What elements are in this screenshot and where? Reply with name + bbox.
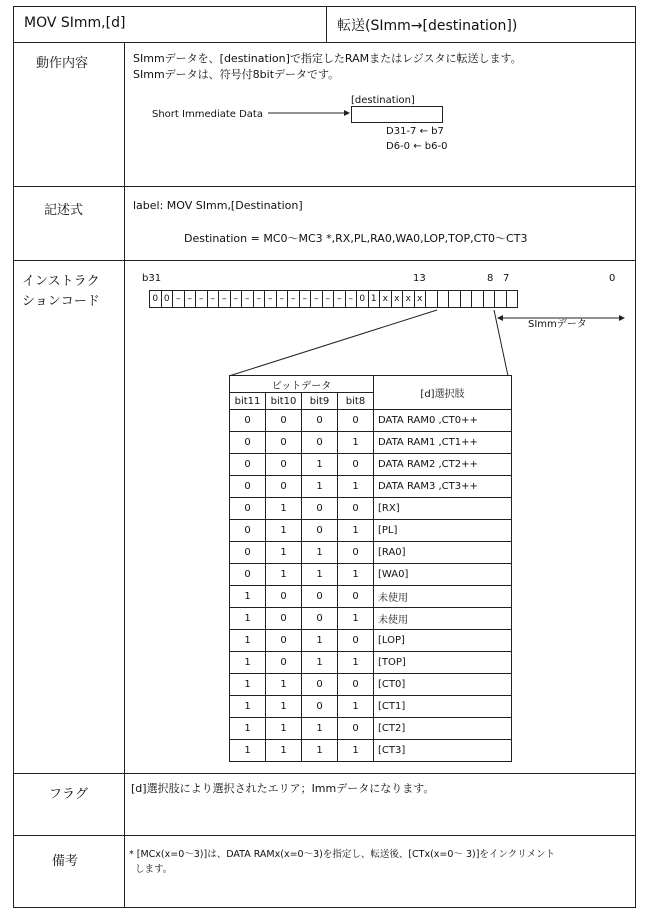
instruction-summary: 転送(SImm→[destination]) <box>337 18 518 34</box>
dest-cell: 未使用 <box>374 586 512 608</box>
bit-cell: 1 <box>302 542 338 564</box>
bit-cell: 0 <box>266 476 302 498</box>
bit-cell: 0 <box>302 696 338 718</box>
bit-cell: 1 <box>302 476 338 498</box>
dest-cell: [CT0] <box>374 674 512 696</box>
syntax-line-2: Destination = MC0～MC3 *,RX,PL,RA0,WA0,LOP,TOP,CT0～CT3 <box>184 232 528 245</box>
bit-cell: 1 <box>338 608 374 630</box>
bit-cell: 1 <box>302 718 338 740</box>
bit-cell: 0 <box>338 586 374 608</box>
bit-cell: 0 <box>266 410 302 432</box>
table-row <box>230 520 512 542</box>
bit-cell: 1 <box>230 740 266 762</box>
source-label: Short Immediate Data <box>152 109 263 120</box>
bit-cell: – <box>218 290 231 308</box>
bit-cell: 1 <box>266 740 302 762</box>
table-row <box>230 674 512 696</box>
bit-cell: 0 <box>338 718 374 740</box>
bit-cell: – <box>172 290 185 308</box>
dest-cell: [CT2] <box>374 718 512 740</box>
bit-cell: 1 <box>230 718 266 740</box>
zoom-lines <box>225 306 525 378</box>
bit-column-header: bit8 <box>338 393 374 410</box>
bit-cell: 0 <box>266 586 302 608</box>
table-row <box>230 454 512 476</box>
code-label-2: ションコード <box>22 294 100 309</box>
label-column-divider <box>124 42 125 908</box>
bit-cell: 0 <box>161 290 174 308</box>
instruction-title: MOV SImm,[d] <box>24 15 126 31</box>
bit-cell: 1 <box>338 740 374 762</box>
bit-cell: – <box>276 290 289 308</box>
dest-cell: [RX] <box>374 498 512 520</box>
bit-cell: 1 <box>230 674 266 696</box>
dest-cell: [PL] <box>374 520 512 542</box>
bit-cell: 0 <box>302 498 338 520</box>
bit-cell: – <box>345 290 358 308</box>
dest-cell: [CT1] <box>374 696 512 718</box>
bit-cell: – <box>253 290 266 308</box>
bit-cell: 1 <box>266 718 302 740</box>
bit-cell: 1 <box>338 476 374 498</box>
bit-label-0: 0 <box>609 273 616 284</box>
table-row <box>230 432 512 454</box>
bit-cell: 1 <box>368 290 381 308</box>
bit-data-header: ビットデータ <box>230 376 374 393</box>
table-row <box>230 476 512 498</box>
bit-cell: 0 <box>338 410 374 432</box>
bit-cell: – <box>241 290 254 308</box>
bit-cell: – <box>230 290 243 308</box>
bit-cell: 0 <box>302 608 338 630</box>
bit-cell: – <box>299 290 312 308</box>
bit-cell: 1 <box>230 652 266 674</box>
bit-cell: 1 <box>230 696 266 718</box>
dest-cell: [WA0] <box>374 564 512 586</box>
bit-cell: 0 <box>230 564 266 586</box>
bit-cell: 0 <box>302 674 338 696</box>
bit-cell: 1 <box>302 564 338 586</box>
dest-cell: 未使用 <box>374 608 512 630</box>
operation-line-2: SImmデータは、符号付8bitデータです。 <box>133 68 340 81</box>
bit-cell: 1 <box>338 652 374 674</box>
bit-cell: 1 <box>338 432 374 454</box>
bit-cell: 1 <box>302 652 338 674</box>
bit-cell: 1 <box>302 454 338 476</box>
bit-cell: 1 <box>266 520 302 542</box>
header-divider <box>326 6 327 42</box>
row-divider <box>13 186 636 187</box>
bit-cell: 0 <box>266 630 302 652</box>
dest-cell: [LOP] <box>374 630 512 652</box>
bit-cell: – <box>184 290 197 308</box>
dest-cell: [RA0] <box>374 542 512 564</box>
notes-line-2: します。 <box>135 864 173 875</box>
dest-cell: [CT3] <box>374 740 512 762</box>
bit-cell: – <box>207 290 220 308</box>
bit-cell: 0 <box>356 290 369 308</box>
bit-cell: 0 <box>230 410 266 432</box>
bit-cell: 0 <box>266 454 302 476</box>
dest-cell: DATA RAM2 ,CT2++ <box>374 454 512 476</box>
bit-cell: – <box>322 290 335 308</box>
bit-label-7: 7 <box>503 273 510 284</box>
destination-select-table <box>229 375 512 762</box>
bit-cell: 1 <box>302 630 338 652</box>
bit-cell: x <box>391 290 404 308</box>
table-row <box>230 630 512 652</box>
bit-cell: – <box>333 290 346 308</box>
bit-column-header: bit10 <box>266 393 302 410</box>
table-row <box>230 542 512 564</box>
table-row <box>230 718 512 740</box>
bit-cell: 0 <box>266 652 302 674</box>
bit-label-b31: b31 <box>142 273 162 284</box>
bit-cell: 0 <box>149 290 162 308</box>
destination-label: [destination] <box>351 95 415 106</box>
bit-column-header: bit11 <box>230 393 266 410</box>
dest-cell: [TOP] <box>374 652 512 674</box>
operation-label: 動作内容 <box>36 56 89 71</box>
bit-cell: x <box>379 290 392 308</box>
operation-line-1: SImmデータを、[destination]で指定したRAMまたはレジスタに転送します。 <box>133 52 522 65</box>
bit-cell: 1 <box>266 498 302 520</box>
bit-cell: 0 <box>302 586 338 608</box>
bit-cell: 1 <box>230 586 266 608</box>
flags-label: フラグ <box>49 787 89 802</box>
bit-map-1: D31-7 ← b7 <box>386 126 444 137</box>
table-row <box>230 586 512 608</box>
bit-cell: 0 <box>230 498 266 520</box>
notes-label: 備考 <box>52 854 79 869</box>
bit-cell: 1 <box>266 696 302 718</box>
bit-cell: 1 <box>338 564 374 586</box>
bit-cell: 1 <box>338 520 374 542</box>
bit-cell: 1 <box>266 674 302 696</box>
syntax-label: 記述式 <box>44 203 84 218</box>
code-label-1: インストラク <box>22 274 100 289</box>
bit-cell: 1 <box>230 608 266 630</box>
bit-cell: 0 <box>230 520 266 542</box>
bit-cell: – <box>264 290 277 308</box>
simm-label: SImmデータ <box>528 319 587 330</box>
notes-line-1: * [MCx(x=0～3)]は、DATA RAMx(x=0～3)を指定し、転送後、[CTx(x=0～ 3)]をインクリメント <box>129 849 556 860</box>
bit-cell: 0 <box>338 498 374 520</box>
dest-cell: DATA RAM3 ,CT3++ <box>374 476 512 498</box>
bit-cell: – <box>310 290 323 308</box>
row-divider <box>13 835 636 836</box>
bit-cell: – <box>195 290 208 308</box>
bit-cell: x <box>402 290 415 308</box>
bit-cell: 0 <box>302 520 338 542</box>
table-row <box>230 564 512 586</box>
row-divider <box>13 260 636 261</box>
transfer-arrow-icon <box>268 108 350 118</box>
bit-cell: 0 <box>266 608 302 630</box>
destination-box <box>351 106 443 123</box>
table-row <box>230 740 512 762</box>
bit-cell: 1 <box>302 740 338 762</box>
bit-label-8: 8 <box>487 273 494 284</box>
dest-cell: DATA RAM0 ,CT0++ <box>374 410 512 432</box>
table-row <box>230 652 512 674</box>
bit-cell: 0 <box>302 410 338 432</box>
row-divider <box>13 42 636 43</box>
bit-cell: – <box>287 290 300 308</box>
dest-cell: DATA RAM1 ,CT1++ <box>374 432 512 454</box>
bit-cell: 0 <box>302 432 338 454</box>
bit-cell: 1 <box>230 630 266 652</box>
bit-cell: 0 <box>266 432 302 454</box>
syntax-line-1: label: MOV SImm,[Destination] <box>133 199 303 212</box>
bit-cell: 0 <box>338 454 374 476</box>
row-divider <box>13 773 636 774</box>
bit-label-13: 13 <box>413 273 426 284</box>
bit-cell: 0 <box>230 432 266 454</box>
bit-map-2: D6-0 ← b6-0 <box>386 141 448 152</box>
bit-cell: 1 <box>338 696 374 718</box>
bit-cell: 0 <box>338 674 374 696</box>
bit-cell: 1 <box>266 542 302 564</box>
flags-text: [d]選択肢により選択されたエリア；Immデータになります。 <box>131 782 435 795</box>
bit-column-header: bit9 <box>302 393 338 410</box>
table-row <box>230 498 512 520</box>
bit-cell: 1 <box>266 564 302 586</box>
bit-cell: x <box>414 290 427 308</box>
bit-cell: 0 <box>230 542 266 564</box>
bit-cell: 0 <box>338 542 374 564</box>
bit-cell: 0 <box>230 476 266 498</box>
bit-cell: 0 <box>230 454 266 476</box>
dest-header: [d]選択肢 <box>374 376 512 410</box>
table-row <box>230 696 512 718</box>
table-row <box>230 410 512 432</box>
table-row <box>230 608 512 630</box>
bit-cell: 0 <box>338 630 374 652</box>
